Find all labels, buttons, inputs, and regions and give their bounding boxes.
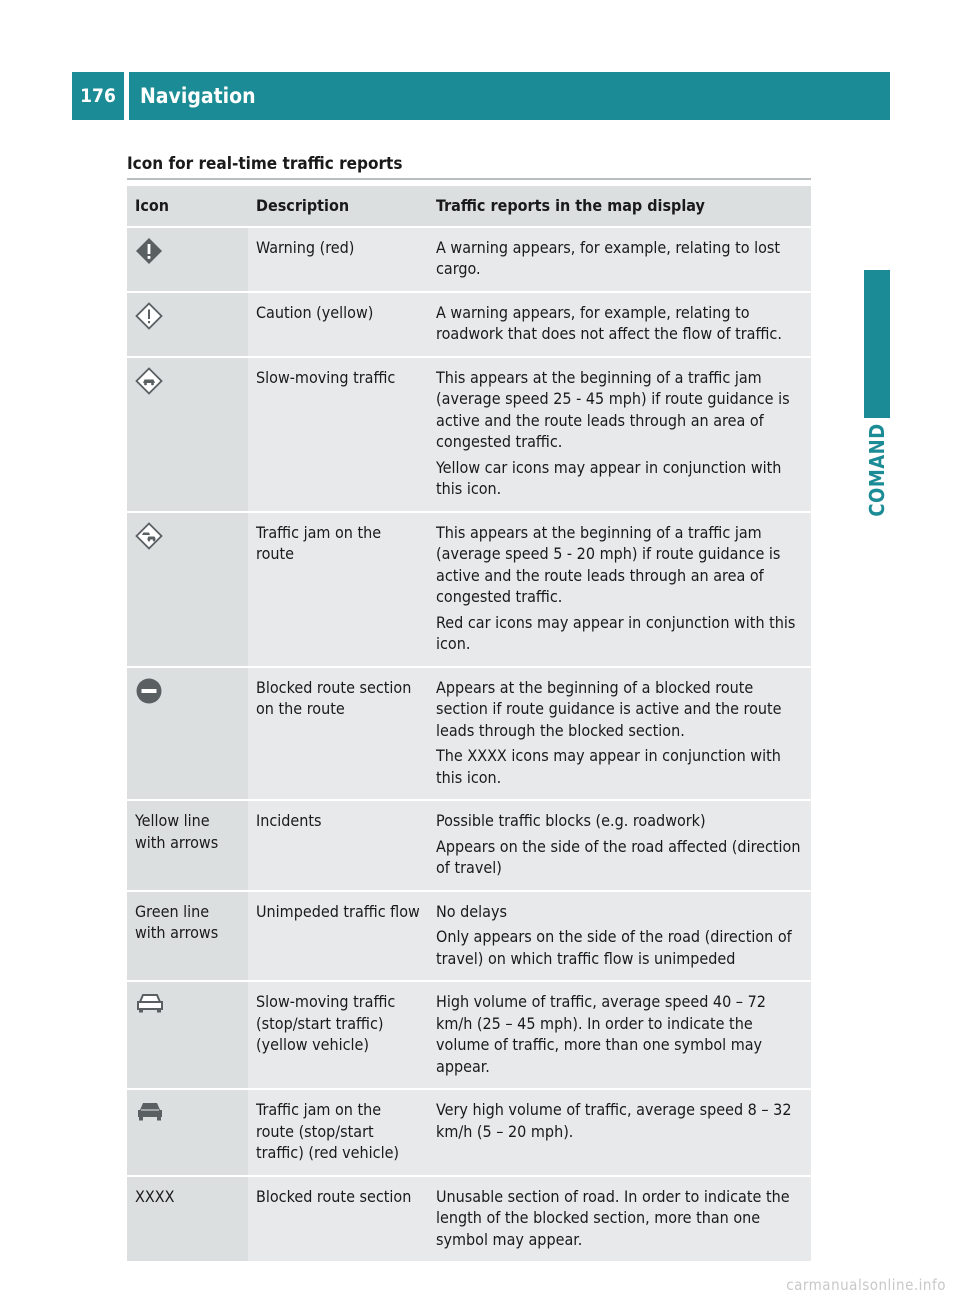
report-paragraph: Appears on the side of the road affected (direction of travel) xyxy=(436,836,801,877)
report-paragraph: A warning appears, for example, relating to lost cargo. xyxy=(436,237,781,278)
report-cell xyxy=(428,1176,811,1262)
report-paragraph: Appears at the beginning of a blocked route section if route guidance is active and the route leads through the blocked section. xyxy=(436,677,782,740)
report-paragraph: Only appears on the side of the road (direction of travel) on which traffic flow is unimpeded xyxy=(436,927,792,968)
column-header-description: Description xyxy=(248,186,428,227)
description-cell: Warning (red) xyxy=(248,227,428,292)
traffic-jam-icon xyxy=(135,522,163,556)
table-row xyxy=(127,357,811,512)
table-row xyxy=(127,292,811,357)
report-cell xyxy=(428,512,811,667)
report-paragraph: Red car icons may appear in conjunction with this icon. xyxy=(436,612,796,653)
traffic-icons-table xyxy=(127,186,811,1261)
report-paragraph: High volume of traffic, average speed 40 – 72 km/h (25 – 45 mph). In order to indicate the volume of traffic, more than one symbol may appear. xyxy=(436,992,766,1076)
table-row xyxy=(127,667,811,801)
description-cell: Blocked route section on the route xyxy=(248,667,428,801)
report-paragraph: This appears at the beginning of a traffic jam (average speed 5 - 20 mph) if route guidance is active and the route leads through an area of congested traffic. xyxy=(436,522,781,606)
title-divider xyxy=(127,178,811,180)
report-paragraph: Yellow car icons may appear in conjunction with this icon. xyxy=(436,457,782,498)
table-title: Icon for real-time traffic reports xyxy=(127,154,403,174)
report-paragraph: A warning appears, for example, relating to roadwork that does not affect the flow of traffic. xyxy=(436,302,782,343)
report-cell xyxy=(428,292,811,357)
icon-cell xyxy=(127,357,248,512)
icon-cell xyxy=(127,512,248,667)
description-cell: Caution (yellow) xyxy=(248,292,428,357)
report-cell xyxy=(428,891,811,982)
icon-cell xyxy=(127,1089,248,1176)
table-row xyxy=(127,227,811,292)
report-cell xyxy=(428,357,811,512)
table-row xyxy=(127,1176,811,1262)
slow-traffic-icon xyxy=(135,367,163,401)
caution-yellow-icon xyxy=(135,302,163,336)
column-header-report: Traffic reports in the map display xyxy=(428,186,811,227)
table-row xyxy=(127,800,811,891)
description-cell: Unimpeded traffic flow xyxy=(248,891,428,982)
description-cell: Traffic jam on the route (stop/start traffic) (red vehicle) xyxy=(248,1089,428,1176)
side-tab xyxy=(864,270,890,418)
icon-cell xyxy=(127,667,248,801)
icon-cell xyxy=(127,227,248,292)
page-header xyxy=(72,72,890,120)
yellow-car-icon xyxy=(135,991,165,1021)
blocked-route-icon xyxy=(135,677,163,711)
section-title: Navigation xyxy=(129,72,890,120)
report-cell xyxy=(428,800,811,891)
report-paragraph: This appears at the beginning of a traffic jam (average speed 25 - 45 mph) if route guidance is active and the route leads through an area of congested traffic. xyxy=(436,367,790,451)
description-cell: Traffic jam on the route xyxy=(248,512,428,667)
icon-cell xyxy=(127,292,248,357)
report-cell xyxy=(428,1089,811,1176)
description-cell: Slow-moving traffic (stop/start traffic) (yellow vehicle) xyxy=(248,981,428,1089)
icon-cell: XXXX xyxy=(127,1176,248,1262)
icon-cell: Yellow line with arrows xyxy=(127,800,248,891)
page-number: 176 xyxy=(72,72,124,120)
table-row xyxy=(127,1089,811,1176)
report-paragraph: The XXXX icons may appear in conjunction with this icon. xyxy=(436,746,781,787)
table-row xyxy=(127,512,811,667)
report-paragraph: Very high volume of traffic, average speed 8 – 32 km/h (5 – 20 mph). xyxy=(436,1100,792,1141)
icon-cell: Green line with arrows xyxy=(127,891,248,982)
description-cell: Incidents xyxy=(248,800,428,891)
table-row xyxy=(127,981,811,1089)
warning-red-icon xyxy=(135,237,163,271)
report-paragraph: Unusable section of road. In order to indicate the length of the blocked section, more than one symbol may appear. xyxy=(436,1186,790,1249)
report-paragraph: No delays xyxy=(436,901,507,921)
description-cell: Blocked route section xyxy=(248,1176,428,1262)
report-cell xyxy=(428,227,811,292)
side-tab-label: COMAND xyxy=(865,423,889,517)
report-paragraph: Possible traffic blocks (e.g. roadwork) xyxy=(436,811,706,830)
description-cell: Slow-moving traffic xyxy=(248,357,428,512)
icon-cell xyxy=(127,981,248,1089)
column-header-icon: Icon xyxy=(127,186,248,227)
table-row xyxy=(127,891,811,982)
report-cell xyxy=(428,667,811,801)
red-car-icon xyxy=(135,1099,165,1129)
footer-watermark: carmanualsonline.info xyxy=(786,1276,946,1294)
report-cell xyxy=(428,981,811,1089)
